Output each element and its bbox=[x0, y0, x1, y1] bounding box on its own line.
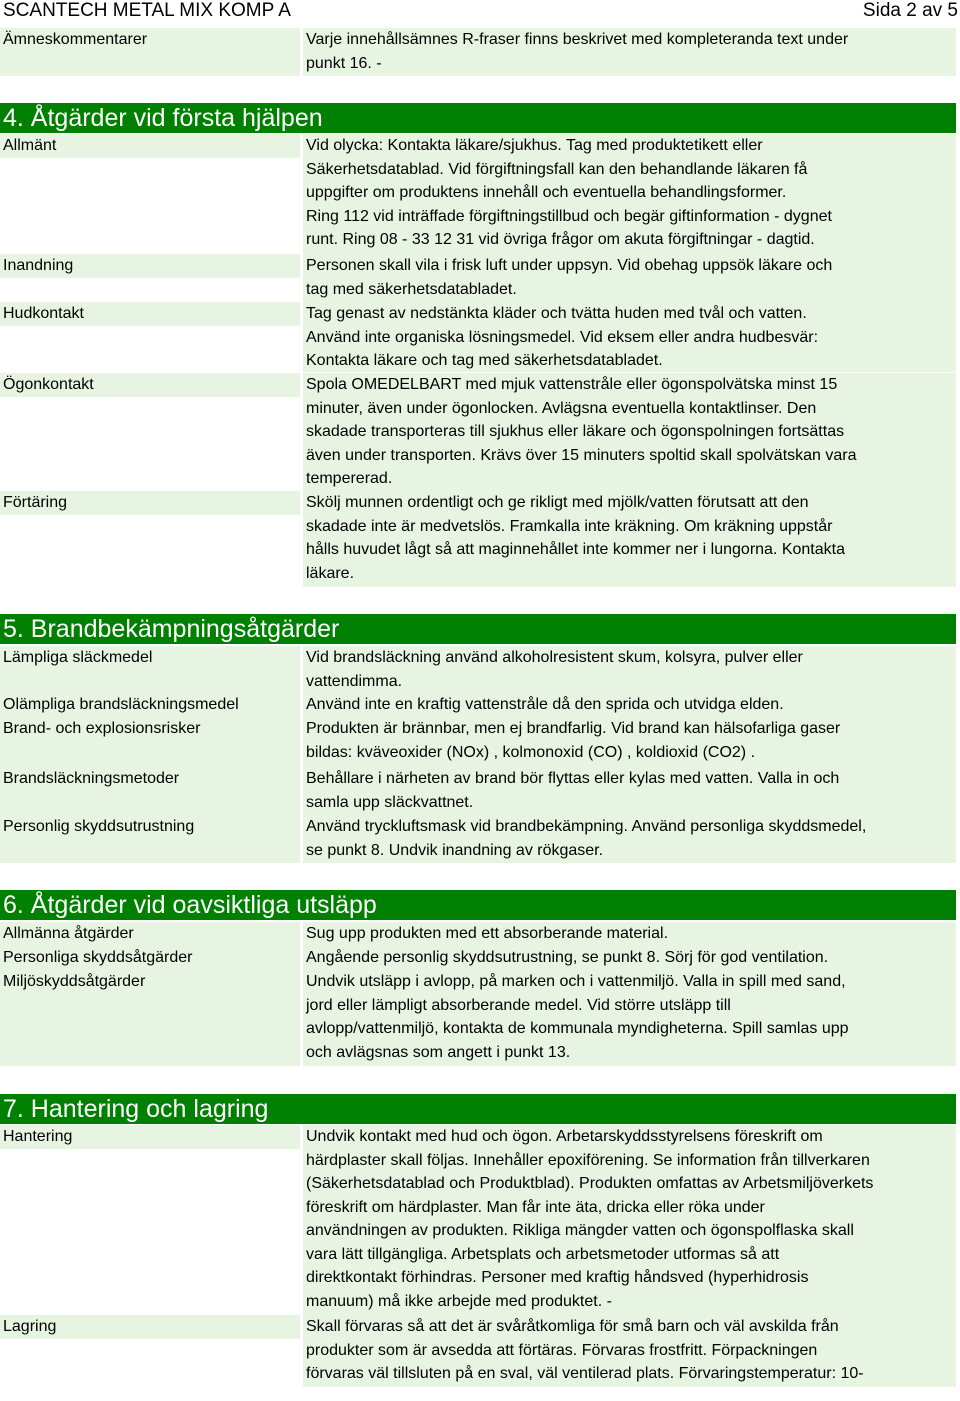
field-value-lampliga-slackmedel bbox=[303, 646, 956, 693]
text-line: Skall förvaras så att det är svåråtkomliga för små barn och väl avskilda från bbox=[306, 1318, 839, 1335]
text-line: tempererad. bbox=[306, 470, 393, 487]
field-label-personliga-skyddsatgarder: Personliga skyddsåtgärder bbox=[0, 946, 300, 970]
field-value-personliga-skyddsatgarder bbox=[303, 946, 956, 970]
field-label-fortaring: Förtäring bbox=[0, 491, 300, 515]
text-line: direktkontakt förhindras. Personer med kraftig håndsved (hyperhidrosis bbox=[306, 1269, 809, 1286]
text-line: Vid brandsläckning använd alkoholresistent skum, kolsyra, pulver eller bbox=[306, 649, 803, 666]
field-value-hudkontakt bbox=[303, 302, 956, 372]
text-line: Använd tryckluftsmask vid brandbekämpning. Använd personliga skyddsmedel, bbox=[306, 818, 867, 835]
field-value-allmanna-atgarder bbox=[303, 922, 956, 946]
field-label-lagring: Lagring bbox=[0, 1315, 300, 1339]
section-heading: 7. Hantering och lagring bbox=[0, 1094, 956, 1124]
text-line: manuum) må ikke arbejde med produktet. - bbox=[306, 1292, 612, 1310]
text-line: föreskrift om härdplaster. Man får inte äta, dricka eller röka under bbox=[306, 1198, 765, 1216]
text-line: läkare. bbox=[306, 564, 355, 582]
text-line: skadade transporteras till sjukhus eller läkare och ögonspolningen fortsättas bbox=[306, 423, 845, 440]
field-label-allmant: Allmänt bbox=[0, 134, 300, 158]
text-line: Angående personlig skyddsutrustning, se punkt 8. Sörj för god ventilation. bbox=[306, 949, 829, 966]
text-line: samla upp släckvattnet. bbox=[306, 793, 474, 811]
field-label-brand-och-explosionsrisker: Brand- och explosionsrisker bbox=[0, 717, 300, 767]
field-value-amneskommentarer bbox=[303, 28, 956, 76]
field-label-hudkontakt: Hudkontakt bbox=[0, 302, 300, 326]
document-title: SCANTECH METAL MIX KOMP A bbox=[3, 0, 291, 21]
section-heading: 4. Åtgärder vid första hjälpen bbox=[0, 103, 956, 133]
field-value-inandning bbox=[303, 254, 956, 302]
text-line: se punkt 8. Undvik inandning av rökgaser. bbox=[306, 841, 604, 859]
field-label-brandslackningsmetoder: Brandsläckningsmetoder bbox=[0, 767, 300, 815]
field-label-miljoskyddsatgarder: Miljöskyddsåtgärder bbox=[0, 970, 300, 1066]
text-line: Använd inte organiska lösningsmedel. Vid eksem eller andra hudbesvär: bbox=[306, 328, 819, 346]
text-line: härdplaster skall följas. Innehåller epoxiförening. Se information från tillverkaren bbox=[306, 1151, 870, 1169]
text-line: Varje innehållsämnes R-fraser finns beskrivet med kompleteranda text under bbox=[306, 31, 849, 48]
field-label-allmanna-atgarder: Allmänna åtgärder bbox=[0, 922, 300, 946]
section-heading: 6. Åtgärder vid oavsiktliga utsläpp bbox=[0, 890, 956, 920]
text-line: vattendimma. bbox=[306, 672, 403, 690]
text-line: Tag genast av nedstänkta kläder och tvätta huden med tvål och vatten. bbox=[306, 305, 807, 322]
text-line: Vid olycka: Kontakta läkare/sjukhus. Tag med produktetikett eller bbox=[306, 137, 763, 154]
text-line: Behållare i närheten av brand bör flyttas eller kylas med vatten. Valla in och bbox=[306, 770, 840, 787]
text-line: Använd inte en kraftig vattenstråle då den sprida och utvidga elden. bbox=[306, 696, 784, 713]
field-label-olampliga-brandslackningsmedel: Olämpliga brandsläckningsmedel bbox=[0, 693, 300, 717]
text-line: Sug upp produkten med ett absorberande material. bbox=[306, 925, 669, 942]
field-value-personlig-skyddsutrustning bbox=[303, 815, 956, 863]
text-line: Undvik kontakt med hud och ögon. Arbetarskyddsstyrelsens föreskrift om bbox=[306, 1128, 823, 1145]
field-label-lampliga-slackmedel: Lämpliga släckmedel bbox=[0, 646, 300, 693]
field-value-olampliga-brandslackningsmedel bbox=[303, 693, 956, 717]
text-line: Kontakta läkare och tag med säkerhetsdatabladet. bbox=[306, 352, 663, 369]
text-line: avlopp/vattenmiljö, kontakta de kommunala myndigheterna. Spill samlas upp bbox=[306, 1020, 849, 1037]
field-value-miljoskyddsatgarder bbox=[303, 970, 956, 1066]
text-line: även under transporten. Krävs över 15 minuters spoltid skall spolvätskan vara bbox=[306, 446, 857, 464]
text-line: bildas: kväveoxider (NOx) , kolmonoxid (CO) , koldioxid (CO2) . bbox=[306, 743, 756, 761]
text-line: runt. Ring 08 - 33 12 31 vid övriga frågor om akuta förgiftningar - dagtid. bbox=[306, 231, 815, 248]
field-label-hantering: Hantering bbox=[0, 1125, 300, 1149]
field-value-brandslackningsmetoder bbox=[303, 767, 956, 815]
text-line: hålls huvudet lågt så att maginnehållet inte kommer ner i lungorna. Kontakta bbox=[306, 541, 845, 558]
text-line: vara lätt tillgängliga. Arbetsplats och arbetsmetoder utformas så att bbox=[306, 1245, 780, 1263]
text-line: Skölj munnen ordentligt och ge rikligt med mjölk/vatten förutsatt att den bbox=[306, 494, 809, 511]
field-label-amneskommentarer: Ämneskommentarer bbox=[0, 28, 300, 76]
text-line: punkt 16. - bbox=[306, 54, 382, 72]
text-line: Personen skall vila i frisk luft under uppsyn. Vid obehag uppsök läkare och bbox=[306, 257, 833, 274]
section-heading: 5. Brandbekämpningsåtgärder bbox=[0, 614, 956, 644]
field-value-allmant bbox=[303, 134, 956, 254]
field-label-personlig-skyddsutrustning: Personlig skyddsutrustning bbox=[0, 815, 300, 863]
text-line: Ring 112 vid inträffade förgiftningstillbud och begär giftinformation - dygnet bbox=[306, 207, 832, 225]
text-line: produkter som är avsedda att förtäras. Förvaras frostfritt. Förpackningen bbox=[306, 1341, 818, 1359]
field-value-ogonkontakt bbox=[303, 373, 956, 491]
field-label-ogonkontakt: Ögonkontakt bbox=[0, 373, 300, 397]
field-label-inandning: Inandning bbox=[0, 254, 300, 278]
text-line: Spola OMEDELBART med mjuk vattenstråle eller ögonspolvätska minst 15 bbox=[306, 376, 838, 393]
text-line: Undvik utsläpp i avlopp, på marken och i vattenmiljö. Valla in spill med sand, bbox=[306, 973, 846, 990]
page-number: Sida 2 av 5 bbox=[862, 0, 958, 21]
text-line: jord eller lämpligt absorberande medel. Vid större utsläpp till bbox=[306, 996, 731, 1014]
page-header bbox=[0, 0, 960, 24]
text-line: Säkerhetsdatablad. Vid förgiftningsfall kan den behandlande läkaren få bbox=[306, 160, 808, 178]
text-line: uppgifter om produktens innehåll och eventuella behandlingsformer. bbox=[306, 184, 787, 201]
text-line: förvaras väl tillsluten på en sval, väl ventilerad plats. Förvaringstemperatur: 10- bbox=[306, 1365, 864, 1382]
text-line: minuter, även under ögonlocken. Avlägsna eventuella kontaktlinser. Den bbox=[306, 399, 817, 417]
field-value-fortaring bbox=[303, 491, 956, 587]
text-line: Produkten är brännbar, men ej brandfarlig. Vid brand kan hälsofarliga gaser bbox=[306, 720, 841, 737]
text-line: (Säkerhetsdatablad och Produktblad). Produkten omfattas av Arbetsmiljöverkets bbox=[306, 1175, 874, 1192]
text-line: och avlägsnas som angett i punkt 13. bbox=[306, 1043, 571, 1061]
text-line: skadade inte är medvetslös. Framkalla inte kräkning. Om kräkning uppstår bbox=[306, 517, 833, 535]
field-value-brand-och-explosionsrisker bbox=[303, 717, 956, 767]
text-line: användningen av produkten. Rikliga mängder vatten och ögonspolflaska skall bbox=[306, 1222, 854, 1239]
field-value-hantering bbox=[303, 1125, 956, 1315]
text-line: tag med säkerhetsdatabladet. bbox=[306, 280, 517, 298]
field-value-lagring bbox=[303, 1315, 956, 1387]
